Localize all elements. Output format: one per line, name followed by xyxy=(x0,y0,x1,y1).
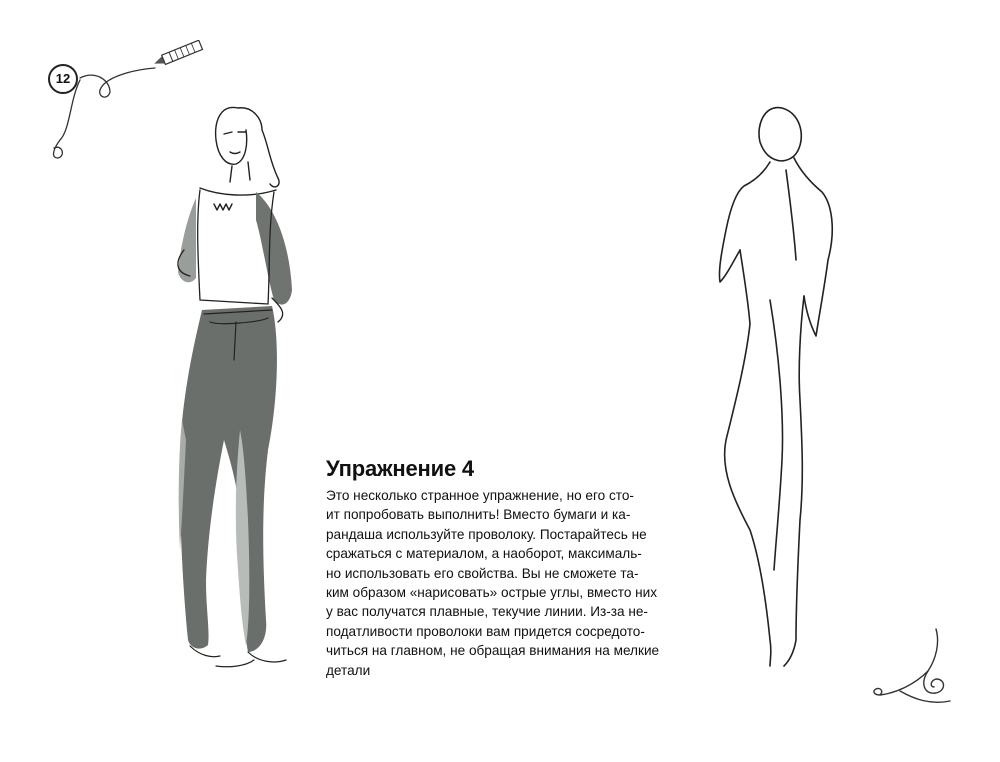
exercise-line: рандаша используйте проволоку. Постарайтесь не xyxy=(326,526,647,542)
exercise-line: Это несколько странное упражнение, но его сто- xyxy=(326,488,634,503)
pencil-icon xyxy=(152,40,202,68)
wire-figure-outline xyxy=(700,100,860,670)
exercise-line: читься на главном, не обращая внимания на мелкие xyxy=(326,643,660,659)
exercise-block xyxy=(326,456,698,680)
exercise-text xyxy=(326,486,698,680)
exercise-line: ким образом «нарисовать» острые углы, вместо них xyxy=(326,585,658,601)
exercise-line: детали xyxy=(326,662,371,678)
swirl-ornament xyxy=(870,625,960,710)
exercise-line: но использовать его свойства. Вы не сможете та- xyxy=(326,565,639,581)
exercise-line: ит попробовать выполнить! Вместо бумаги и ка- xyxy=(326,507,631,523)
fashion-sketch-woman-in-jeans xyxy=(150,100,310,675)
exercise-title: Упражнение 4 xyxy=(326,456,474,481)
exercise-line: податливости проволоки вам придется сосредото- xyxy=(326,623,645,639)
exercise-line: сражаться с материалом, а наоборот, максималь- xyxy=(326,546,642,562)
page-number: 12 xyxy=(48,64,78,94)
exercise-line: у вас получатся плавные, текучие линии. Из-за не- xyxy=(326,604,648,620)
